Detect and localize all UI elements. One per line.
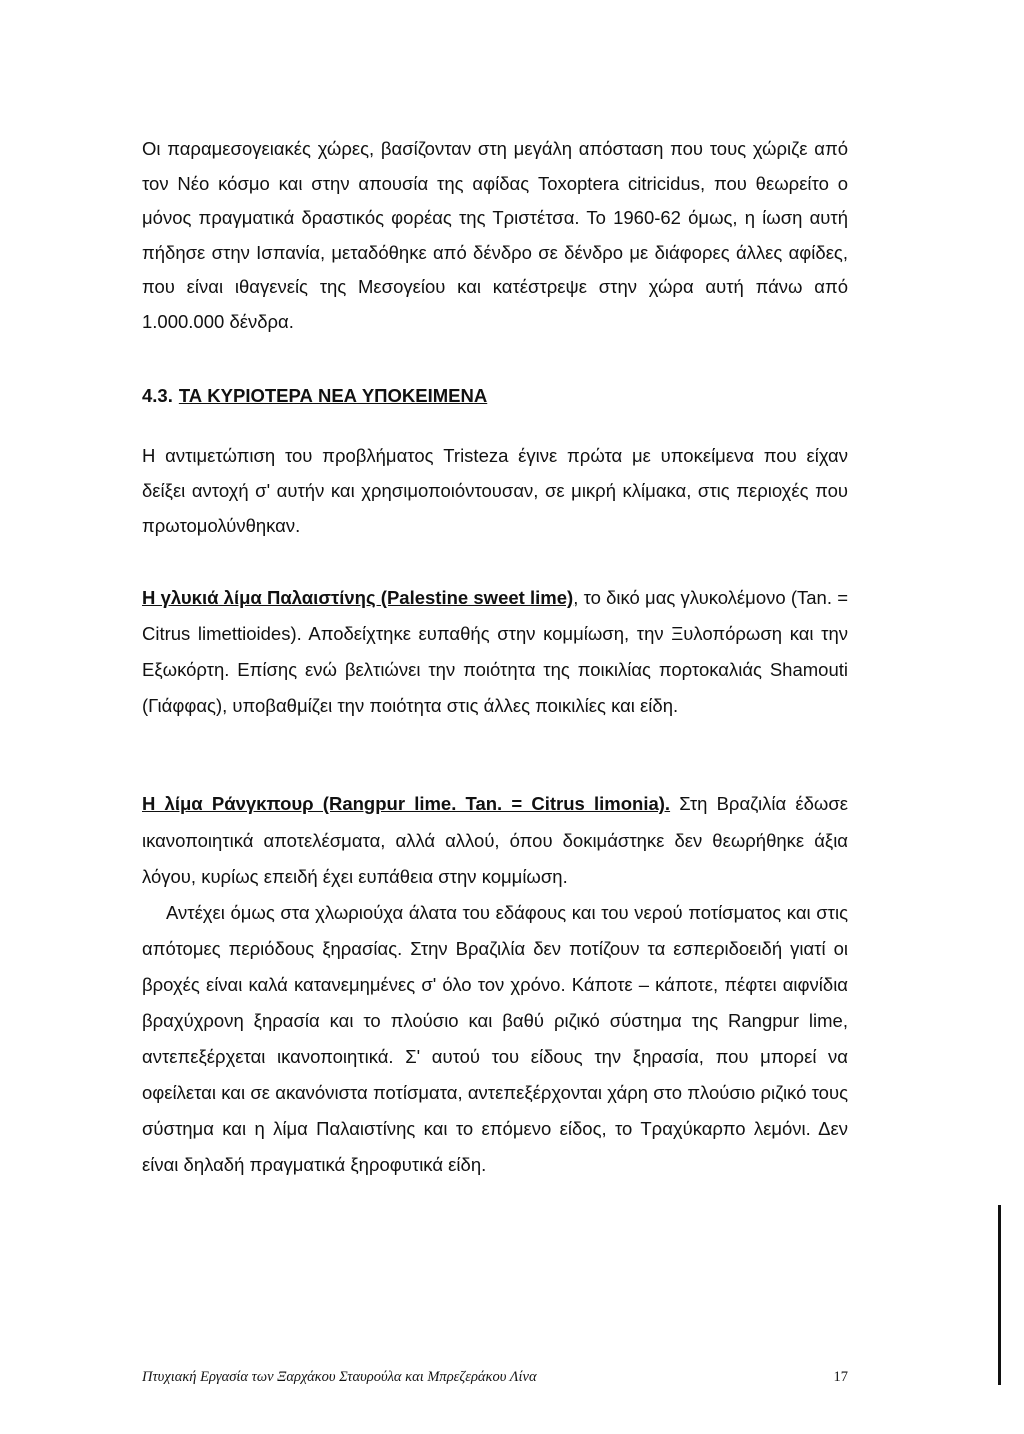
section-number: 4.3. xyxy=(142,385,173,406)
paragraph-palestine-lime xyxy=(142,580,848,724)
paragraph-intro: Οι παραμεσογειακές χώρες, βασίζονταν στη μεγάλη απόσταση που τους χώριζε από τον Νέο κόσμο και στην απουσία της αφίδας Toxoptera citricidus, που θεωρείτο ο μόνος πραγματικά δραστικός φορέας της Τριστέτσα. Το 1960-62 όμως, η ίωση αυτή πήδησε στην Ισπανία, μεταδόθηκε από δένδρο σε δένδρο με διάφορες άλλες αφίδες, που είναι ιθαγενείς της Μεσογείου και κατέστρεψε στην χώρα αυτή πάνω από 1.000.000 δένδρα. xyxy=(142,138,848,332)
rangpur-lime-term: Η λίμα Ράνγκπουρ (Rangpur lime. Tan. = Citrus limonia). xyxy=(142,793,671,814)
paragraph-tristeza: Η αντιμετώπιση του προβλήματος Tristeza έγινε πρώτα με υποκείμενα που είχαν δείξει αντοχή σ' αυτήν και χρησιμοποιόντουσαν, σε μικρή κλίμακα, στις περιοχές που πρωτομολύνθηκαν. xyxy=(142,445,848,536)
paragraph-rangpur-lime xyxy=(142,786,848,896)
section-title: ΤΑ ΚΥΡΙΟΤΕΡΑ ΝΕΑ ΥΠΟΚΕΙΜΕΝΑ xyxy=(178,385,488,406)
section-heading xyxy=(142,381,487,411)
rangpur-lime-description: Στη Βραζιλία έδωσε ικανοποιητικά αποτελέσματα, αλλά αλλού, όπου δοκιμάστηκε δεν θεωρήθηκε άξια λόγου, κυρίως επειδή έχει ευπάθεια στην κομμίωση. xyxy=(142,793,848,887)
paragraph-drought: Αντέχει όμως στα χλωριούχα άλατα του εδάφους και του νερού ποτίσματος και στις απότομες περιόδους ξηρασίας. Στην Βραζιλία δεν ποτίζουν τα εσπεριδοειδή γιατί οι βροχές είναι καλά κατανεμημένες σ' όλο τον χρόνο. Κάποτε – κάποτε, πέφτει αιφνίδια βραχύχρονη ξηρασία και το πλούσιο και βαθύ ριζικό σύστημα της Rangpur lime, αντεπεξέρχεται ικανοποιητικά. Σ' αυτού του είδους την ξηρασία, που μπορεί να οφείλεται και σε ακανόνιστα ποτίσματα, αντεπεξέρχονται χάρη στο πλούσιο ριζικό τους σύστημα και η λίμα Παλαιστίνης και το επόμενο είδος, το Τραχύκαρπο λεμόνι. Δεν είναι δηλαδή πραγματικά ξηροφυτικά είδη. xyxy=(142,902,848,1175)
footer-text: Πτυχιακή Εργασία των Ξαρχάκου Σταυρούλα και Μπρεζεράκου Λίνα xyxy=(142,1369,537,1385)
palestine-lime-description: , το δικό μας γλυκολέμονο (Tan. = Citrus limettioides). Αποδείχτηκε ευπαθής στην κομμίωση, την Ξυλοπόρωση και την Εξωκόρτη. Επίσης ενώ βελτιώνει την ποιότητα της ποικιλίας πορτοκαλιάς Shamouti (Γιάφφας), υποβαθμίζει την ποιότητα στις άλλες ποικιλίες και είδη. xyxy=(142,587,849,716)
margin-rule xyxy=(998,1205,1001,1385)
page-number: 17 xyxy=(833,1369,848,1385)
palestine-lime-term: Η γλυκιά λίμα Παλαιστίνης (Palestine sweet lime) xyxy=(142,587,574,608)
page-footer xyxy=(142,1365,848,1389)
